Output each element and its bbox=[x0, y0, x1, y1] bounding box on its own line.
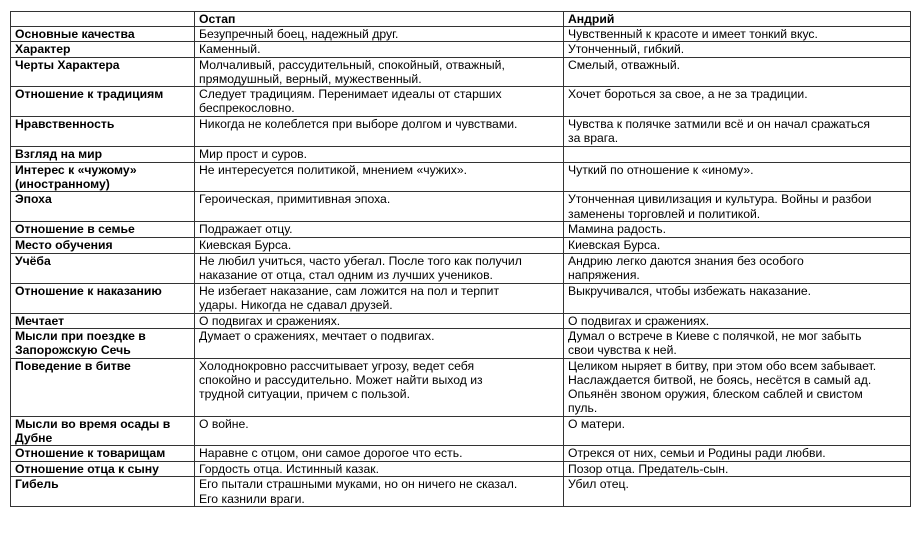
row-label-cell: Взгляд на мир bbox=[11, 147, 195, 163]
row-label-cell: Мысли во время осады в Дубне bbox=[11, 416, 195, 445]
table-row bbox=[11, 27, 911, 42]
andriy-cell: Андрию легко даются знания без особого напряжения. bbox=[564, 253, 911, 283]
ostap-cell: Подражает отцу. bbox=[195, 222, 564, 237]
table-row bbox=[11, 328, 911, 358]
table-row bbox=[11, 283, 911, 313]
andriy-cell: О матери. bbox=[564, 416, 911, 445]
andriy-cell: Убил отец. bbox=[564, 477, 911, 507]
row-label-cell: Основные качества bbox=[11, 27, 195, 42]
ostap-cell: Наравне с отцом, они самое дорогое что есть. bbox=[195, 446, 564, 462]
comparison-table bbox=[10, 11, 911, 507]
ostap-cell: Мир прост и суров. bbox=[195, 147, 564, 163]
table-body bbox=[11, 27, 911, 507]
ostap-cell: Не интересуется политикой, мнением «чужих». bbox=[195, 163, 564, 192]
table-row bbox=[11, 477, 911, 507]
andriy-cell bbox=[564, 147, 911, 163]
table-row bbox=[11, 358, 911, 416]
andriy-cell: Думал о встрече в Киеве с полячкой, не мог забыть свои чувства к ней. bbox=[564, 328, 911, 358]
andriy-cell: О подвигах и сражениях. bbox=[564, 313, 911, 328]
header-row bbox=[11, 12, 911, 27]
row-label-cell: Отношение отца к сыну bbox=[11, 462, 195, 477]
header-andriy: Андрий bbox=[564, 12, 911, 27]
ostap-cell: Его пытали страшными муками, но он ничего не сказал. Его казнили враги. bbox=[195, 477, 564, 507]
ostap-cell: Думает о сражениях, мечтает о подвигах. bbox=[195, 328, 564, 358]
andriy-cell: Смелый, отважный. bbox=[564, 57, 911, 86]
table-row bbox=[11, 147, 911, 163]
table-row bbox=[11, 253, 911, 283]
row-label-cell: Интерес к «чужому» (иностранному) bbox=[11, 163, 195, 192]
ostap-cell: О войне. bbox=[195, 416, 564, 445]
ostap-cell: О подвигах и сражениях. bbox=[195, 313, 564, 328]
row-label-cell: Мечтает bbox=[11, 313, 195, 328]
andriy-cell: Выкручивался, чтобы избежать наказание. bbox=[564, 283, 911, 313]
table-row bbox=[11, 462, 911, 477]
ostap-cell: Героическая, примитивная эпоха. bbox=[195, 192, 564, 222]
andriy-cell: Чувства к полячке затмили всё и он начал сражаться за врага. bbox=[564, 117, 911, 147]
andriy-cell: Чуткий по отношение к «иному». bbox=[564, 163, 911, 192]
table-row bbox=[11, 237, 911, 253]
row-label-cell: Гибель bbox=[11, 477, 195, 507]
table-row bbox=[11, 222, 911, 237]
andriy-cell: Чувственный к красоте и имеет тонкий вкус. bbox=[564, 27, 911, 42]
header-ostap: Остап bbox=[195, 12, 564, 27]
table-row bbox=[11, 87, 911, 117]
andriy-cell: Хочет бороться за свое, а не за традиции. bbox=[564, 87, 911, 117]
row-label-cell: Черты Характера bbox=[11, 57, 195, 86]
row-label-cell: Место обучения bbox=[11, 237, 195, 253]
row-label-cell: Характер bbox=[11, 42, 195, 57]
row-label-cell: Отношение в семье bbox=[11, 222, 195, 237]
ostap-cell: Молчаливый, рассудительный, спокойный, отважный, прямодушный, верный, мужественный. bbox=[195, 57, 564, 86]
table-row bbox=[11, 416, 911, 445]
ostap-cell: Киевская Бурса. bbox=[195, 237, 564, 253]
ostap-cell: Никогда не колеблется при выборе долгом и чувствами. bbox=[195, 117, 564, 147]
table-row bbox=[11, 57, 911, 86]
table-row bbox=[11, 42, 911, 57]
ostap-cell: Не любил учиться, часто убегал. После того как получил наказание от отца, стал одним из лучших учеников. bbox=[195, 253, 564, 283]
ostap-cell: Безупречный боец, надежный друг. bbox=[195, 27, 564, 42]
row-label-cell: Нравственность bbox=[11, 117, 195, 147]
table-row bbox=[11, 313, 911, 328]
row-label-cell: Отношение к наказанию bbox=[11, 283, 195, 313]
ostap-cell: Каменный. bbox=[195, 42, 564, 57]
table-row bbox=[11, 163, 911, 192]
row-label-cell: Учёба bbox=[11, 253, 195, 283]
table-row bbox=[11, 117, 911, 147]
andriy-cell: Отрекся от них, семьи и Родины ради любви. bbox=[564, 446, 911, 462]
andriy-cell: Позор отца. Предатель-сын. bbox=[564, 462, 911, 477]
ostap-cell: Холоднокровно рассчитывает угрозу, ведет себя спокойно и рассудительно. Может найти выход из трудной ситуации, причем с пользой. bbox=[195, 358, 564, 416]
ostap-cell: Следует традициям. Перенимает идеалы от старших беспрекословно. bbox=[195, 87, 564, 117]
comparison-table-container bbox=[10, 11, 911, 507]
row-label-cell: Поведение в битве bbox=[11, 358, 195, 416]
andriy-cell: Мамина радость. bbox=[564, 222, 911, 237]
row-label-cell: Отношение к товарищам bbox=[11, 446, 195, 462]
ostap-cell: Не избегает наказание, сам ложится на пол и терпит удары. Никогда не сдавал друзей. bbox=[195, 283, 564, 313]
andriy-cell: Утонченный, гибкий. bbox=[564, 42, 911, 57]
row-label-cell: Отношение к традициям bbox=[11, 87, 195, 117]
andriy-cell: Целиком ныряет в битву, при этом обо всем забывает. Наслаждается битвой, не боясь, несётся в самый ад. Опьянён звоном оружия, блеском саблей и свистом пуль. bbox=[564, 358, 911, 416]
row-label-cell: Мысли при поездке в Запорожскую Сечь bbox=[11, 328, 195, 358]
andriy-cell: Утонченная цивилизация и культура. Войны и разбои заменены торговлей и политикой. bbox=[564, 192, 911, 222]
table-row bbox=[11, 446, 911, 462]
andriy-cell: Киевская Бурса. bbox=[564, 237, 911, 253]
table-row bbox=[11, 192, 911, 222]
header-empty-cell bbox=[11, 12, 195, 27]
ostap-cell: Гордость отца. Истинный казак. bbox=[195, 462, 564, 477]
row-label-cell: Эпоха bbox=[11, 192, 195, 222]
